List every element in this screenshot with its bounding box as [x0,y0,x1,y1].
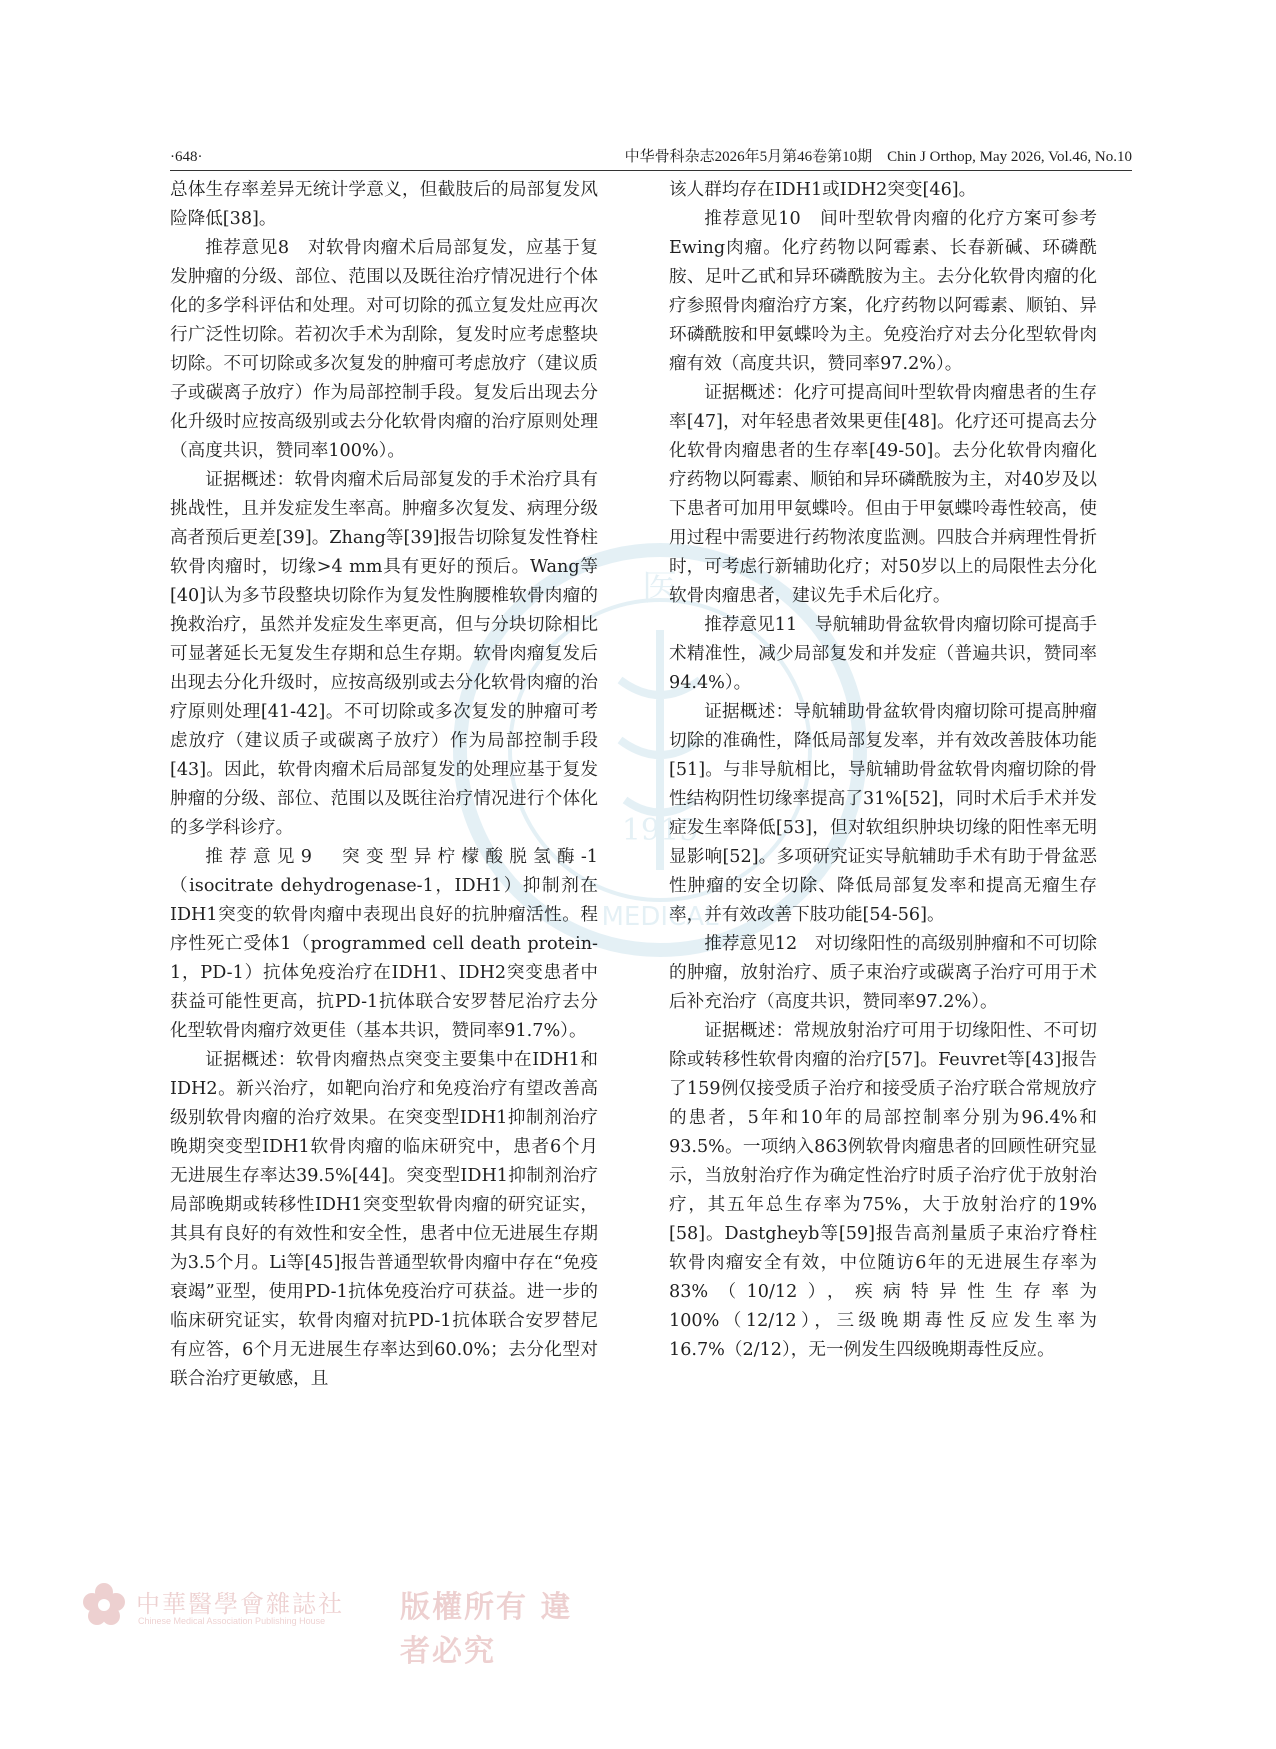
recommendation-12: 推荐意见12 对切缘阳性的高级别肿瘤和不可切除的肿瘤，放射治疗、质子束治疗或碳离子治疗可用于术后补充治疗（高度共识，赞同率97.2%）。 [669,934,1097,1012]
evidence-summary: 证据概述：软骨肉瘤热点突变主要集中在IDH1和IDH2。新兴治疗，如靶向治疗和免疫治疗有望改善高级别软骨肉瘤的治疗效果。在突变型IDH1抑制剂治疗晚期突变型IDH1软骨肉瘤的临床研究中，患者6个月无进展生存率达39.5%[44]。突变型IDH1抑制剂治疗局部晚期或转移性IDH1突变型软骨肉瘤的研究证实，其具有良好的有效性和安全性，患者中位无进展生存期为3.5个月。Li等[45]报告普通型软骨肉瘤中存在“免疫衰竭”亚型，使用PD-1抗体免疫治疗可获益。进一步的临床研究证实，软骨肉瘤对抗PD-1抗体联合安罗替尼有应答，6个月无进展生存率达到60.0%；去分化型对联合治疗更敏感，且 [170,1050,598,1389]
copyright-stamp: 版權所有 違者必究 [400,1590,573,1669]
running-header [170,140,1132,171]
recommendation-10: 推荐意见10 间叶型软骨肉瘤的化疗方案可参考Ewing肉瘤。化疗药物以阿霉素、长春新碱、环磷酰胺、足叶乙甙和异环磷酰胺为主。去分化软骨肉瘤的化疗参照骨肉瘤治疗方案，化疗药物以阿霉素、顺铂、异环磷酰胺和甲氨蝶呤为主。免疫治疗对去分化型软骨肉瘤有效（高度共识，赞同率97.2%）。 [669,209,1097,374]
publisher-footer [80,1578,600,1669]
publisher-name: 中華醫學會雜誌社 [136,1590,344,1618]
recommendation-8: 推荐意见8 对软骨肉瘤术后局部复发，应基于复发肿瘤的分级、部位、范围以及既往治疗情况进行个体化的多学科评估和处理。对可切除的孤立复发灶应再次行广泛性切除。若初次手术为刮除，复发时应考虑整块切除。不可切除或多次复发的肿瘤可考虑放疗（建议质子或碳离子放疗）作为局部控制手段。复发后出现去分化升级时应按高级别或去分化软骨肉瘤的治疗原则处理（高度共识，赞同率100%）。 [170,238,598,461]
evidence-summary: 证据概述：软骨肉瘤术后局部复发的手术治疗具有挑战性，且并发症发生率高。肿瘤多次复发、病理分级高者预后更差[39]。Zhang等[39]报告切除复发性脊柱软骨肉瘤时，切缘>4 mm具有更好的预后。Wang等[40]认为多节段整块切除作为复发性胸腰椎软骨肉瘤的挽救治疗，虽然并发症发生率更高，但与分块切除相比可显著延长无复发生存期和总生存期。软骨肉瘤复发后出现去分化升级时，应按高级别或去分化软骨肉瘤的治疗原则处理[41-42]。不可切除或多次复发的肿瘤可考虑放疗（建议质子或碳离子放疗）作为局部控制手段[43]。因此，软骨肉瘤术后局部复发的处理应基于复发肿瘤的分级、部位、范围以及既往治疗情况进行个体化的多学科诊疗。 [170,470,598,838]
recommendation-11: 推荐意见11 导航辅助骨盆软骨肉瘤切除可提高手术精准性，减少局部复发和并发症（普遍共识，赞同率94.4%）。 [669,615,1097,693]
publisher-flower-icon [80,1580,128,1628]
evidence-summary: 证据概述：导航辅助骨盆软骨肉瘤切除可提高肿瘤切除的准确性，降低局部复发率，并有效改善肢体功能[51]。与非导航相比，导航辅助骨盆软骨肉瘤切除的骨性结构阴性切缘率提高了31%[52]，同时术后手术并发症发生率降低[53]，但对软组织肿块切缘的阳性率无明显影响[52]。多项研究证实导航辅助手术有助于骨盆恶性肿瘤的安全切除、降低局部复发率和提高无瘤生存率，并有效改善下肢功能[54-56]。 [669,702,1097,925]
evidence-summary: 证据概述：化疗可提高间叶型软骨肉瘤患者的生存率[47]，对年轻患者效果更佳[48]。化疗还可提高去分化软骨肉瘤患者的生存率[49-50]。去分化软骨肉瘤化疗药物以阿霉素、顺铂和异环磷酰胺为主，对40岁及以下患者可加用甲氨蝶呤。但由于甲氨蝶呤毒性较高，使用过程中需要进行药物浓度监测。四肢合并病理性骨折时，可考虑行新辅助化疗；对50岁以上的局限性去分化软骨肉瘤患者，建议先手术后化疗。 [669,383,1097,606]
paragraph: 总体生存率差异无统计学意义，但截肢后的局部复发风险降低[38]。 [170,180,598,229]
watermark-english: MEDICAL [601,902,719,932]
paragraph: 该人群均存在IDH1或IDH2突变[46]。 [669,180,977,200]
publisher-name-english: Chinese Medical Association Publishing House [138,1616,326,1626]
recommendation-9: 推荐意见9 突变型异柠檬酸脱氢酶-1（isocitrate dehydrogenase-1，IDH1）抑制剂在IDH1突变的软骨肉瘤中表现出良好的抗肿瘤活性。程序性死亡受体1（programmed cell death protein-1，PD-1）抗体免疫治疗在IDH1、IDH2突变患者中获益可能性更高，抗PD-1抗体联合安罗替尼治疗去分化型软骨肉瘤疗效更佳（基本共识，赞同率91.7%）。 [170,847,598,1041]
evidence-summary: 证据概述：常规放射治疗可用于切缘阳性、不可切除或转移性软骨肉瘤的治疗[57]。Feuvret等[43]报告了159例仅接受质子治疗和接受质子治疗联合常规放疗的患者，5年和10年的局部控制率分别为96.4%和93.5%。一项纳入863例软骨肉瘤患者的回顾性研究显示，当放射治疗作为确定性治疗时质子治疗优于放射治疗，其五年总生存率为75%，大于放射治疗的19%[58]。Dastgheyb等[59]报告高剂量质子束治疗脊柱软骨肉瘤安全有效，中位随访6年的无进展生存率为83%（10/12），疾病特异性生存率为100%（12/12），三级晚期毒性反应发生率为16.7%（2/12），无一例发生四级晚期毒性反应。 [669,1021,1097,1360]
journal-info: 中华骨科杂志2026年5月第46卷第10期 Chin J Orthop, May 2026, Vol.46, No.10 [624,149,1132,165]
watermark-top-text: 医 [641,568,679,609]
left-column [170,176,598,1394]
right-column [669,176,1097,1365]
page-number: ·648· [170,149,203,165]
watermark-year: 1915 [621,813,699,848]
